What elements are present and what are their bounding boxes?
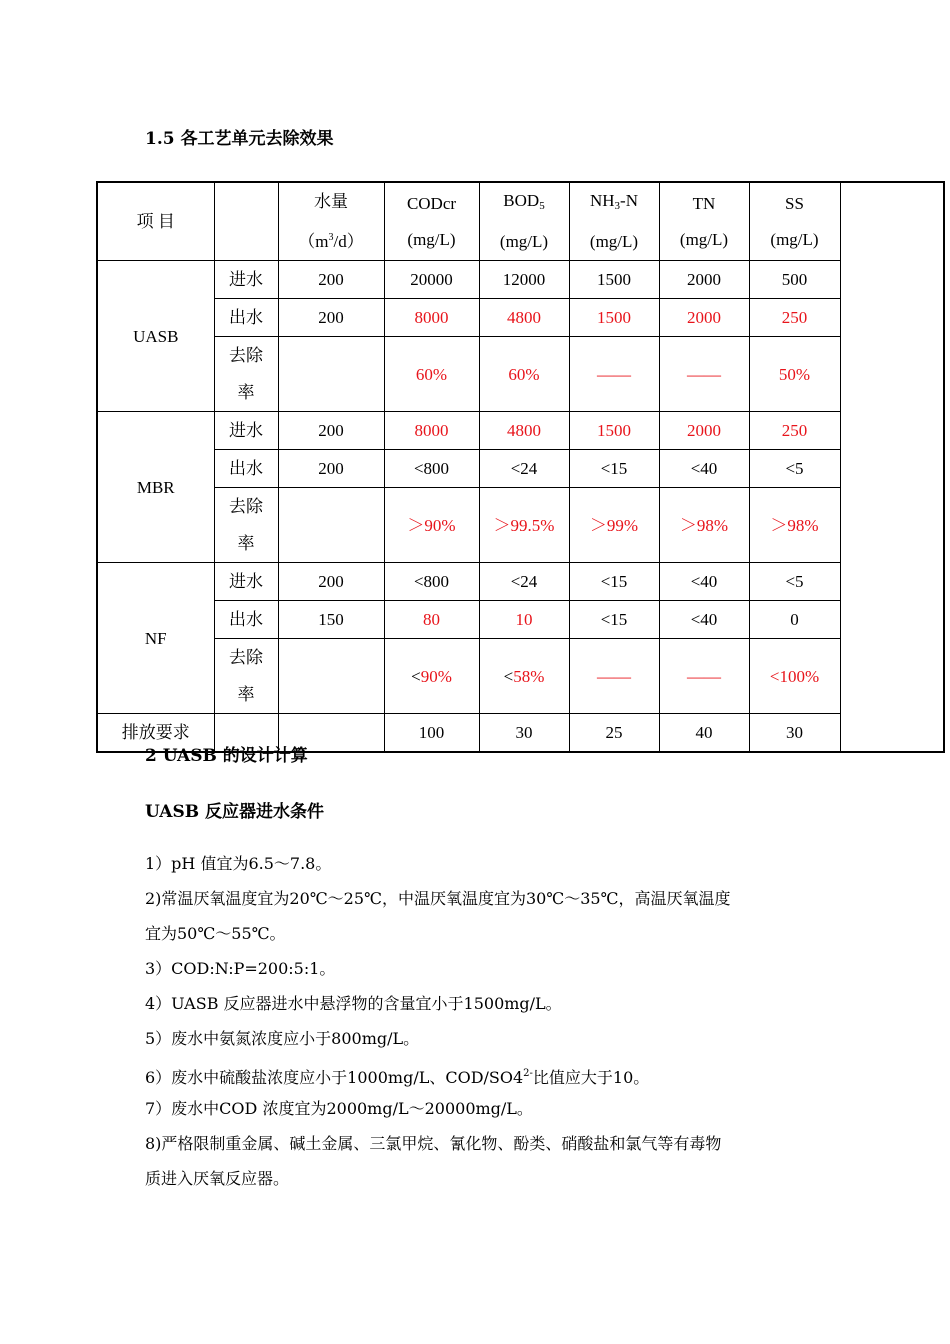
table-cell: 80 — [384, 601, 479, 639]
table-row — [97, 601, 944, 639]
table-cell: 50% — [749, 337, 840, 412]
table-cell: 1500 — [569, 412, 659, 450]
table-cell: <100% — [749, 639, 840, 714]
unit-name-nf: NF — [97, 563, 214, 714]
condition-item-cont: 宜为50℃～55℃。 — [145, 924, 286, 943]
table-cell: 2000 — [659, 299, 749, 337]
table-cell: 200 — [278, 261, 384, 299]
table-cell: <90% — [384, 639, 479, 714]
table-cell — [278, 337, 384, 412]
table-cell: 60% — [479, 337, 569, 412]
table-row — [97, 412, 944, 450]
table-cell: <15 — [569, 601, 659, 639]
row-label-outflow: 出水 — [214, 450, 278, 488]
discharge-label: 排放要求 — [97, 714, 214, 753]
table-row — [97, 563, 944, 601]
row-label-removal: 去除 率 — [214, 639, 278, 714]
condition-item: 2)常温厌氧温度宜为20℃～25℃，中温厌氧温度宜为30℃～35℃，高温厌氧温度 — [145, 889, 731, 908]
table-cell: 0 — [749, 601, 840, 639]
row-label-outflow: 出水 — [214, 299, 278, 337]
row-label-inflow: 进水 — [214, 412, 278, 450]
table-cell: 250 — [749, 412, 840, 450]
section2-title: 2 UASB 的设计计算 — [145, 746, 308, 766]
table-cell: <24 — [479, 563, 569, 601]
table-cell: 20000 — [384, 261, 479, 299]
condition-item: 3）COD:N:P=200:5:1。 — [145, 959, 336, 978]
table-cell: ＞99.5% — [479, 488, 569, 563]
table-cell: ＞99% — [569, 488, 659, 563]
table-cell: 500 — [749, 261, 840, 299]
table-cell: ＞98% — [659, 488, 749, 563]
table-cell: <5 — [749, 450, 840, 488]
table-cell: <58% — [479, 639, 569, 714]
table-cell: <40 — [659, 601, 749, 639]
table-cell: —— — [659, 337, 749, 412]
table-cell: <15 — [569, 563, 659, 601]
table-cell: 2000 — [659, 412, 749, 450]
table-row — [97, 299, 944, 337]
table-row — [97, 261, 944, 299]
table-cell: 30 — [749, 714, 840, 753]
condition-item: 6）废水中硫酸盐浓度应小于1000mg/L、COD/$SO4^{2-}$比值应大于10。 — [145, 1068, 650, 1087]
table-row — [97, 337, 944, 412]
table-cell: <800 — [384, 563, 479, 601]
table-cell: <5 — [749, 563, 840, 601]
table-cell: —— — [569, 337, 659, 412]
row-label-removal: 去除 率 — [214, 337, 278, 412]
table-cell: 100 — [384, 714, 479, 753]
table-cell: 40 — [659, 714, 749, 753]
table-cell: 10 — [479, 601, 569, 639]
table-cell: 150 — [278, 601, 384, 639]
table-cell: —— — [659, 639, 749, 714]
header-bod: $BOD_5$ (mg/L) — [479, 182, 569, 261]
table-cell: <40 — [659, 450, 749, 488]
table-cell: <800 — [384, 450, 479, 488]
table-cell: 30 — [479, 714, 569, 753]
header-item: 项 目 — [97, 182, 214, 261]
table-cell: <40 — [659, 563, 749, 601]
table-row — [97, 450, 944, 488]
table-cell: 2000 — [659, 261, 749, 299]
table-cell: 200 — [278, 563, 384, 601]
condition-item: 5）废水中氨氮浓度应小于800mg/L。 — [145, 1029, 420, 1048]
table-cell: ＞98% — [749, 488, 840, 563]
header-nh3n: $NH_3-N$ (mg/L) — [569, 182, 659, 261]
subsection-title: UASB 反应器进水条件 — [145, 802, 325, 822]
header-cod: CODcr (mg/L) — [384, 182, 479, 261]
condition-item: 8)严格限制重金属、碱土金属、三氯甲烷、氰化物、酚类、硝酸盐和氯气等有毒物 — [145, 1134, 722, 1153]
table-cell: 8000 — [384, 412, 479, 450]
removal-effect-table — [96, 181, 945, 753]
table-cell: 4800 — [479, 412, 569, 450]
header-flow: 水量 $(m^3/d)$ — [278, 182, 384, 261]
condition-item: 4）UASB 反应器进水中悬浮物的含量宜小于1500mg/L。 — [145, 994, 562, 1013]
row-label-removal: 去除 率 — [214, 488, 278, 563]
table-cell: 250 — [749, 299, 840, 337]
table-cell: <15 — [569, 450, 659, 488]
row-label-outflow: 出水 — [214, 601, 278, 639]
table-header-row — [97, 182, 944, 261]
condition-item: 7）废水中COD 浓度宜为2000mg/L～20000mg/L。 — [145, 1099, 533, 1118]
table-cell: 200 — [278, 299, 384, 337]
row-label-inflow: 进水 — [214, 261, 278, 299]
unit-name-uasb: UASB — [97, 261, 214, 412]
table-cell: 200 — [278, 412, 384, 450]
table-cell: 1500 — [569, 261, 659, 299]
header-tn: TN (mg/L) — [659, 182, 749, 261]
table-cell — [278, 639, 384, 714]
row-label-inflow: 进水 — [214, 563, 278, 601]
table-cell: —— — [569, 639, 659, 714]
table-row — [97, 639, 944, 714]
condition-item-cont: 质进入厌氧反应器。 — [145, 1169, 290, 1188]
unit-name-mbr: MBR — [97, 412, 214, 563]
table-cell: 200 — [278, 450, 384, 488]
condition-item: 1）pH 值宜为6.5～7.8。 — [145, 854, 332, 873]
table-cell: 4800 — [479, 299, 569, 337]
table-cell: ＞90% — [384, 488, 479, 563]
section-title: 1.5 各工艺单元去除效果 — [145, 129, 334, 149]
table-cell: <24 — [479, 450, 569, 488]
table-cell: 8000 — [384, 299, 479, 337]
header-blank — [214, 182, 278, 261]
conditions-list — [145, 846, 730, 1196]
table-cell: 60% — [384, 337, 479, 412]
table-cell: 1500 — [569, 299, 659, 337]
table-cell — [278, 488, 384, 563]
header-ss: SS (mg/L) — [749, 182, 840, 261]
table-cell: 12000 — [479, 261, 569, 299]
table-cell: 25 — [569, 714, 659, 753]
table-row — [97, 488, 944, 563]
